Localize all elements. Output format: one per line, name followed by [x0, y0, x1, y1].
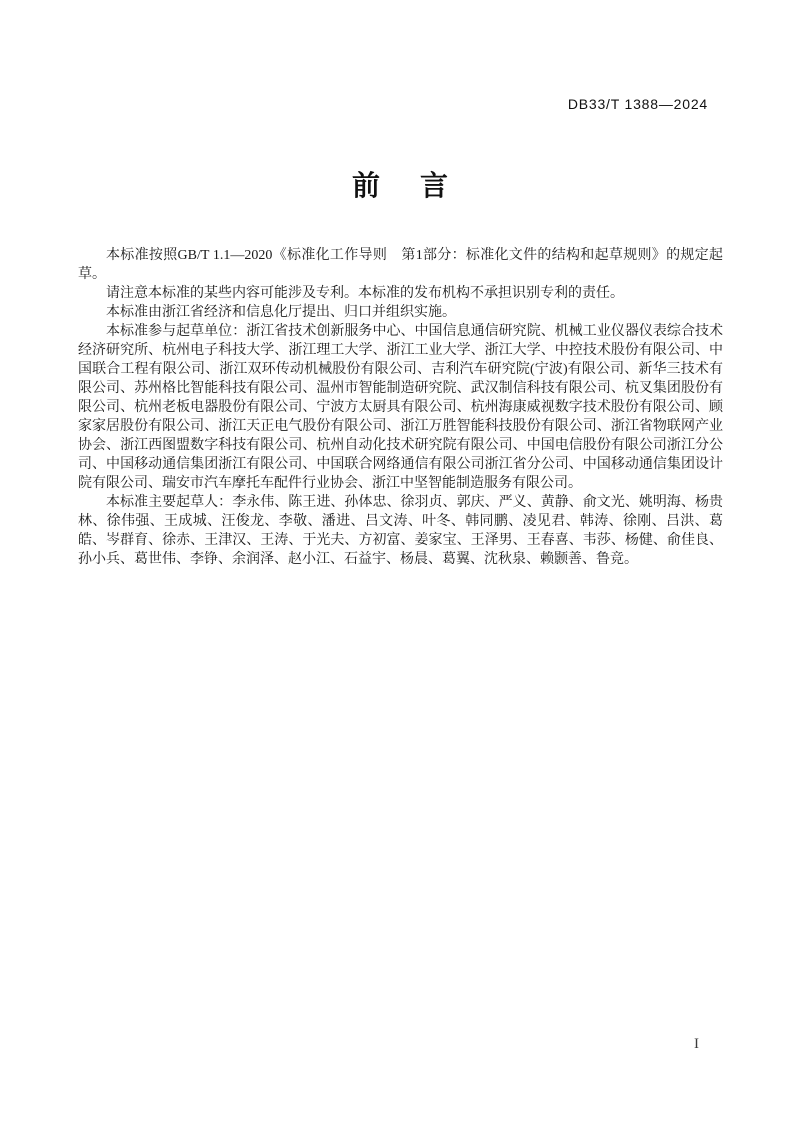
page-title-char-first: 前: [351, 170, 380, 201]
page-number: I: [694, 1036, 699, 1052]
foreword-body: [78, 246, 723, 569]
page-title: [0, 172, 800, 200]
foreword-paragraph-drafting-organizations: 本标准参与起草单位：浙江省技术创新服务中心、中国信息通信研究院、机械工业仪器仪表综合技术经济研究所、杭州电子科技大学、浙江理工大学、浙江工业大学、浙江大学、中控技术股份有限公司、中国联合工程有限公司、浙江双环传动机械股份有限公司、吉利汽车研究院(宁波)有限公司、新华三技术有限公司、苏州格比智能科技有限公司、温州市智能制造研究院、武汉制信科技有限公司、杭叉集团股份有限公司、杭州老板电器股份有限公司、宁波方太厨具有限公司、杭州海康威视数字技术股份有限公司、顾家家居股份有限公司、浙江天正电气股份有限公司、浙江万胜智能科技股份有限公司、浙江省物联网产业协会、浙江西图盟数字科技有限公司、杭州自动化技术研究院有限公司、中国电信股份有限公司浙江分公司、中国移动通信集团浙江有限公司、中国联合网络通信有限公司浙江省分公司、中国移动通信集团设计院有限公司、瑞安市汽车摩托车配件行业协会、浙江中坚智能制造服务有限公司。: [78, 324, 723, 491]
foreword-paragraph-main-drafters: 本标准主要起草人：李永伟、陈王进、孙体忠、徐羽贞、郭庆、严义、黄静、俞文光、姚明海、杨贵林、徐伟强、王成城、汪俊龙、李敬、潘进、吕文涛、叶冬、韩同鹏、凌见君、韩涛、徐刚、吕洪、葛皓、岑群育、徐赤、王津汉、王涛、于光夫、方初富、姜家宝、王泽男、王春喜、韦莎、杨健、俞佳良、孙小兵、葛世伟、李铮、余润泽、赵小江、石益宇、杨晨、葛翼、沈秋泉、赖颢善、鲁竞。: [78, 495, 723, 567]
foreword-paragraph-issuing-body: 本标准由浙江省经济和信息化厅提出、归口并组织实施。: [106, 305, 456, 320]
foreword-paragraph-drafting-basis: 本标准按照GB/T 1.1—2020《标准化工作导则 第1部分：标准化文件的结构和起草规则》的规定起草。: [78, 248, 723, 282]
page-title-char-second: 言: [420, 170, 449, 201]
standard-code: DB33/T 1388—2024: [567, 96, 708, 112]
foreword-paragraph-patent-notice: 请注意本标准的某些内容可能涉及专利。本标准的发布机构不承担识别专利的责任。: [106, 286, 624, 301]
